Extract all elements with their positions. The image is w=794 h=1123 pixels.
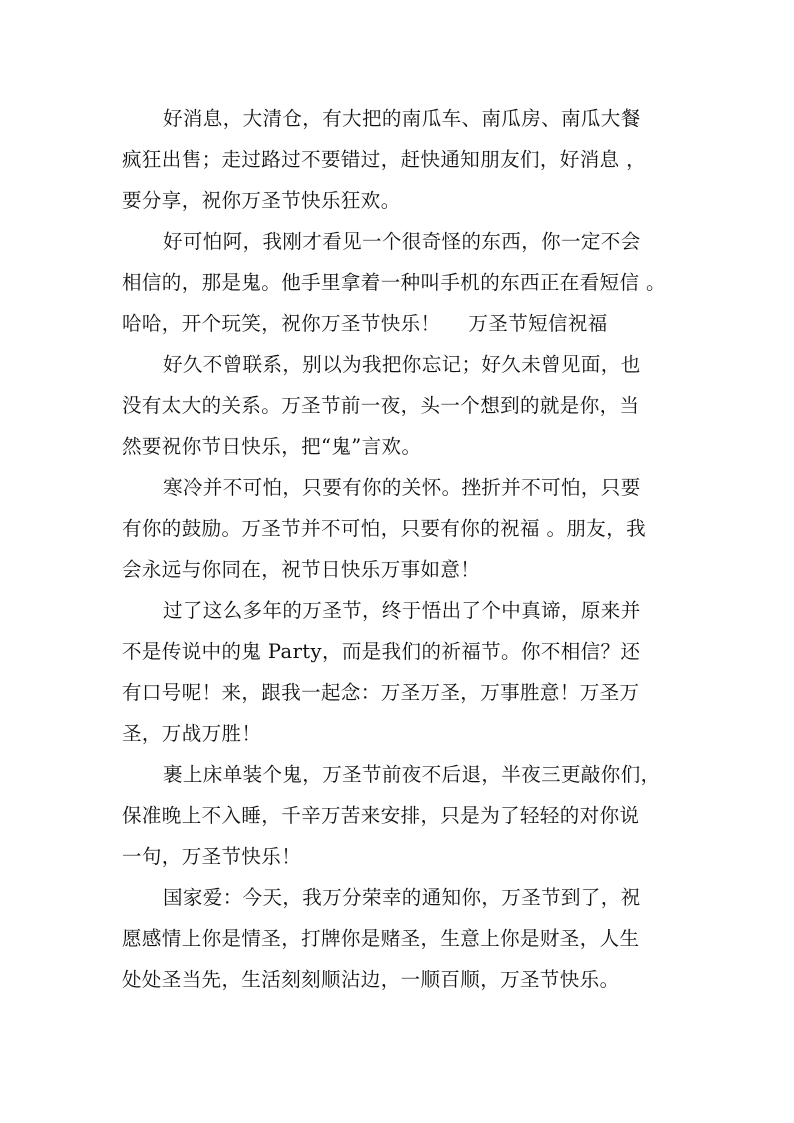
paragraph-line: 国家爱：今天，我万分荣幸的通知你，万圣节到了，祝: [163, 886, 641, 909]
paragraph-line: 没有太大的关系。万圣节前一夜，头一个想到的就是你，当: [122, 394, 640, 417]
paragraph-line: 圣，万战万胜！: [122, 722, 262, 745]
section-heading: 万圣节短信祝福: [468, 312, 608, 335]
paragraph-line: 愿感情上你是情圣，打牌你是赌圣，生意上你是财圣，人生: [122, 927, 640, 950]
paragraph-line: 处处圣当先，生活刻刻顺沾边，一顺百顺，万圣节快乐。: [122, 968, 620, 991]
paragraph-line: 寒冷并不可怕，只要有你的关怀。挫折并不可怕，只要: [163, 476, 641, 499]
paragraph-line: 然要祝你节日快乐，把“鬼”言欢。: [122, 435, 422, 458]
paragraph-line: 哈哈，开个玩笑，祝你万圣节快乐！: [122, 312, 441, 335]
paragraph-line: 有口号呢！来，跟我一起念：万圣万圣，万事胜意！万圣万: [122, 681, 640, 704]
paragraph-4: [122, 467, 674, 590]
paragraph-line: 好可怕阿，我刚才看见一个很奇怪的东西，你一定不会: [163, 230, 641, 253]
paragraph-line-with-heading: [122, 303, 674, 344]
paragraph-line: 保准晚上不入睡，千辛万苦来安排，只是为了轻轻的对你说: [122, 804, 640, 827]
paragraph-line: 好久不曾联系，别以为我把你忘记；好久未曾见面，也: [163, 353, 641, 376]
paragraph-line: 疯狂出售；走过路过不要错过，赶快通知朋友们，好消息 ，: [122, 148, 646, 171]
paragraph-3: [122, 344, 674, 467]
paragraph-line: 相信的，那是鬼。他手里拿着一种叫手机的东西正在看短信 。: [122, 271, 666, 294]
paragraph-5: [122, 590, 674, 754]
paragraph-line: 不是传说中的鬼 Party，而是我们的祈福节。你不相信？还: [122, 640, 641, 663]
paragraph-1: [122, 98, 674, 221]
document-body: [122, 98, 674, 1000]
paragraph-2: [122, 221, 674, 344]
paragraph-line: 过了这么多年的万圣节，终于悟出了个中真谛，原来并: [163, 599, 641, 622]
paragraph-line: 会永远与你同在，祝节日快乐万事如意！: [122, 558, 481, 581]
paragraph-line: 裹上床单装个鬼，万圣节前夜不后退，半夜三更敲你们，: [163, 763, 661, 786]
paragraph-line: 要分享，祝你万圣节快乐狂欢。: [122, 189, 401, 212]
paragraph-6: [122, 754, 674, 877]
paragraph-7: [122, 877, 674, 1000]
paragraph-line: 一句，万圣节快乐！: [122, 845, 302, 868]
paragraph-line: 好消息，大清仓，有大把的南瓜车、南瓜房、南瓜大餐: [163, 107, 641, 130]
paragraph-line: 有你的鼓励。万圣节并不可怕，只要有你的祝福 。朋友，我: [122, 517, 646, 540]
